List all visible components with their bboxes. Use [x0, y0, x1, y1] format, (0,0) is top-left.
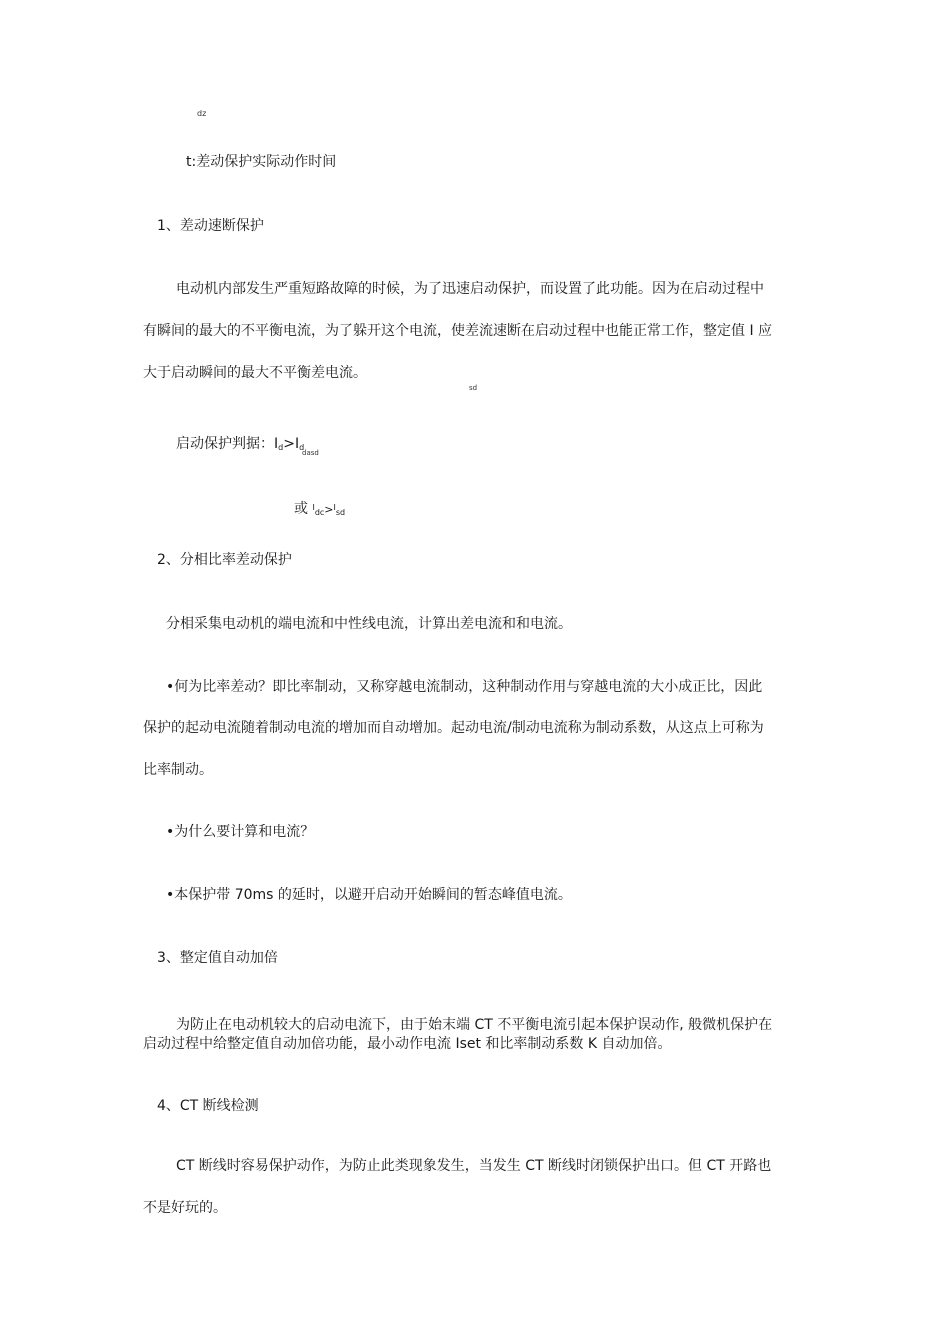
t-definition: t:差动保护实际动作时间: [186, 154, 337, 170]
formula-i-sd: I: [333, 503, 336, 512]
section-1-heading: 1、差动速断保护: [157, 218, 264, 234]
s2-intro: 分相采集电动机的端电流和中性线电流，计算出差电流和和电流。: [166, 616, 572, 632]
or-label: 或: [294, 501, 308, 517]
dz-subscript: dz: [197, 109, 207, 118]
s2-bullet-2: • 为什么要计算和电流？: [166, 825, 314, 839]
s3-paragraph-line-1: 为防止在电动机较大的启动电流下，由于始末端 CT 不平衡电流引起本保护误动作, 般微机保护在: [176, 1017, 773, 1033]
sd-subscript: sd: [469, 384, 478, 392]
section-4-heading: 4、CT 断线检测: [157, 1098, 259, 1114]
s2-bullet-3: • 本保护带 70ms 的延时，以避开启动开始瞬间的暂态峰值电流。: [166, 888, 572, 902]
formula-i-dc: I: [312, 503, 315, 512]
s1-paragraph-line-3: 大于启动瞬间的最大不平衡差电流。: [143, 365, 367, 381]
s1-paragraph-line-2: 有瞬间的最大的不平衡电流，为了躲开这个电流，使差流速断在启动过程中也能正常工作，整定值 I 应: [143, 323, 773, 339]
formula-greater-than-2: >: [324, 503, 334, 516]
formula-i-d: I: [274, 436, 279, 452]
criterion-label: 启动保护判据：: [176, 436, 274, 452]
s1-paragraph-line-1: 电动机内部发生严重短路故障的时候，为了迅速启动保护，而设置了此功能。因为在启动过程中: [176, 281, 764, 297]
section-2-heading: 2、分相比率差动保护: [157, 552, 292, 568]
s2-bullet-1-line-1: • 何为比率差动？即比率制动，又称穿越电流制动，这种制动作用与穿越电流的大小成正比，因此: [166, 680, 762, 694]
criterion-formula: [176, 437, 304, 452]
formula-i-dc-subscript: dc: [314, 508, 325, 517]
formula-i-d-2: I: [294, 436, 300, 452]
formula-i-d-subscript: d: [278, 443, 284, 452]
formula-i-sd-subscript: sd: [335, 508, 346, 517]
s2-bullet-1-line-3: 比率制动。: [143, 762, 213, 778]
alternative-criterion: [294, 502, 345, 517]
s2-bullet-1-line-2: 保护的起动电流随着制动电流的增加而自动增加。起动电流/制动电流称为制动系数，从这点上可称为: [143, 720, 764, 736]
s3-paragraph-line-2: 启动过程中给整定值自动加倍功能，最小动作电流 Iset 和比率制动系数 K 自动加倍。: [143, 1036, 672, 1052]
dasd-subscript: dasd: [302, 449, 319, 457]
s4-paragraph-line-2: 不是好玩的。: [143, 1200, 227, 1216]
section-3-heading: 3、整定值自动加倍: [157, 950, 278, 966]
formula-i-d-2-subscript: d: [299, 443, 305, 452]
formula-greater-than: >: [283, 436, 295, 452]
s4-paragraph-line-1: CT 断线时容易保护动作，为防止此类现象发生，当发生 CT 断线时闭锁保护出口。但 CT 开路也: [176, 1158, 772, 1174]
